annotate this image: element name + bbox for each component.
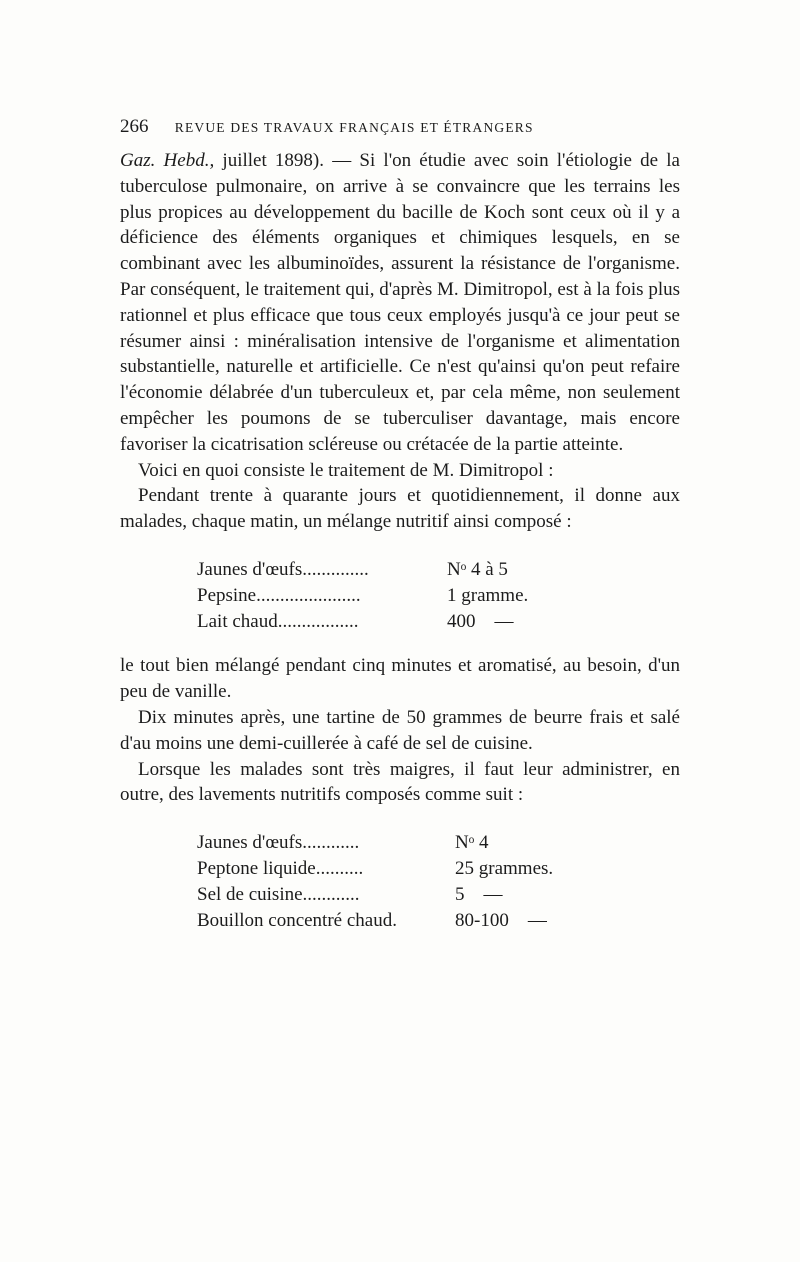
citation-italic: Gaz. Hebd., <box>120 150 215 171</box>
ingredient-name: Jaunes d'œufs.............. <box>197 558 369 580</box>
ingredient-name: Sel de cuisine............ <box>197 883 360 905</box>
ingredient-quantity: 1 gramme. <box>447 584 529 606</box>
running-title: REVUE DES TRAVAUX FRANÇAIS ET ÉTRANGERS <box>174 120 534 135</box>
paragraph-enemas: Lorsque les malades sont très maigres, il faut leur administrer, en outre, des lavements nutritifs composés comme suit : <box>120 758 680 806</box>
ingredient-quantity: Nᵒ 4 à 5 <box>447 558 508 580</box>
ingredient-name: Lait chaud................. <box>197 610 359 632</box>
ingredient-quantity: 400 — <box>447 610 514 632</box>
ingredient-name: Bouillon concentré chaud. <box>197 909 397 931</box>
ingredient-name: Peptone liquide.......... <box>197 857 364 879</box>
running-head <box>120 116 690 138</box>
ingredient-name: Jaunes d'œufs............ <box>197 832 360 854</box>
paragraph-morning-mixture: Pendant trente à quarante jours et quotidiennement, il donne aux malades, chaque matin, un mélange nutritif ainsi composé : <box>120 485 680 533</box>
ingredient-name: Pepsine...................... <box>197 584 361 606</box>
paragraph-mixing: le tout bien mélangé pendant cinq minutes et aromatisé, au besoin, d'un peu de vanille. <box>120 655 680 703</box>
ingredient-quantity: 5 — <box>455 883 503 905</box>
paragraph-treatment-intro: Voici en quoi consiste le traitement de M. Dimitropol : <box>138 459 554 481</box>
ingredient-quantity: 80-100 — <box>455 909 547 931</box>
page-number: 266 <box>120 116 149 137</box>
paragraph-butter: Dix minutes après, une tartine de 50 grammes de beurre frais et salé d'au moins une demi-cuillerée à café de sel de cuisine. <box>120 706 680 754</box>
recipe-nutritive-enema <box>197 830 680 933</box>
paragraph-etiology-text: juillet 1898). — Si l'on étudie avec soin l'étiologie de la tuberculose pulmonaire, on arrive à se convaincre que les terrains les plus propices au développement du bacille de Koch sont ceux où il y a déficience des éléments organiques et chimiques lesquels, en se combinant avec les albuminoïdes, assurent la résistance de l'organisme. Par conséquent, le traitement qui, d'après M. Dimitropol, est à la fois plus rationnel et plus efficace que tous ceux employés jusqu'à ce jour peut se résumer ainsi : minéralisation intensive de l'organisme et alimentation substantielle, naturelle et artificielle. Ce n'est qu'ainsi qu'on peut refaire l'économie délabrée d'un tuberculeux et, par cela même, non seulement empêcher les poumons de se tuberculiser davantage, mais encore favoriser la cicatrisation scléreuse ou crétacée de la partie atteinte. <box>120 150 680 455</box>
ingredient-quantity: Nᵒ 4 <box>455 832 489 854</box>
recipe-morning-mixture <box>197 557 680 634</box>
ingredient-quantity: 25 grammes. <box>455 857 554 879</box>
body-text <box>120 148 680 933</box>
paragraph-etiology <box>120 148 680 458</box>
